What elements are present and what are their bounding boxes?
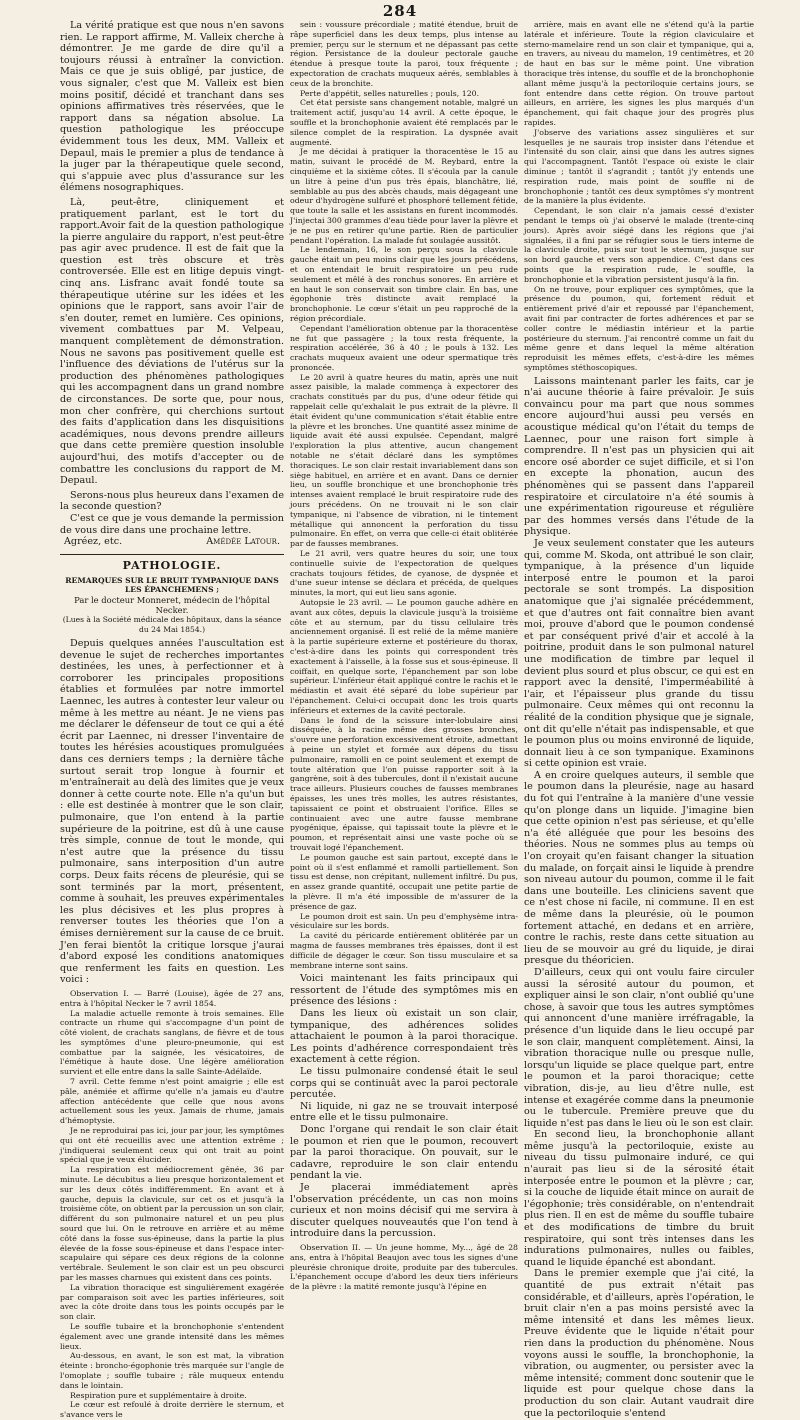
paragraph: Dans les lieux où existait un son clair, tympanique, des adhérences solides attachaient le poumon à la paroi thoracique. Les points d'adhérence correspondaient très exactement à cette région.: [290, 1008, 518, 1066]
paragraph: Perte d'appétit, selles naturelles ; pouls, 120.: [300, 88, 480, 98]
paragraph: C'est ce que je vous demande la permission de vous dire dans une prochaine lettre.: [60, 512, 284, 536]
paragraph: Le lendemain, 16, le son perçu sous la clavicule gauche était un peu moins clair que les jours précédens, et on entendait le bruit respiratoire un peu rude seulement et mêlé à des ronchus sonores. En arrière et en haut le son conservait son timbre clair. En bas, une égophonie très distincte avait remplacé la bronchophonie. Le cœur s'était un peu rapproché de la région précordiale.: [290, 245, 518, 323]
paragraph: Cet état persiste sans changement notable, malgré un traitement actif, jusqu'au 14 avril. A cette époque, le souffle et la bronchophonie avaient été remplacés par le silence complet de la respiration. La dyspnée avait augmenté.: [290, 98, 518, 147]
signature: Amédée Latour.: [206, 536, 280, 548]
paragraph: sein : voussure précordiale ; matité étendue, bruit de râpe superficiel dans les deux temps, plus intense au premier, perçu sur le sternum et ne dépassant pas cette région. Persistance de la douleur pectorale gauche étendue à presque toute la paroi, toux fréquente ; expectoration de crachats muqueux aérés, semblables à ceux de la bronchite.: [290, 20, 518, 88]
letter-text: [60, 20, 284, 536]
paragraph: La respiration est médiocrement gênée, 36 par minute. Le décubitus a lieu presque horizontalement et sur les deux côtés indifféremment. En avant et à gauche, depuis la clavicule, sur cet os et jusqu'à la troisième côte, on obtient par la percussion un son clair, différent du son pulmonaire naturel et un peu plus sourd que lui. On le retrouve en arrière et au même côté dans la fosse sus-épineuse, dans la partie la plus élevée de la fosse sous-épineuse et dans l'espace inter-scapulaire qui sépare ces deux régions de la colonne vertébrale. Seulement le son clair est un peu obscurci par les masses charnues qui existent dans ces points.: [60, 1165, 284, 1283]
article-title: REMARQUES SUR LE BRUIT TYMPANIQUE DANS LES ÉPANCHEMENS ;: [65, 575, 279, 595]
paragraph: Je veux seulement constater que les auteurs qui, comme M. Skoda, ont attribué le son clair, tympanique, à la présence d'un liquide interposé entre le poumon et la paroi pectorale se sont trompés. La disposition anatomique que j'ai signalée précédemment, et que d'autres ont fait connaître bien avant moi, prouve d'abord que le poumon condensé et par conséquent privé d'air et accolé à la poitrine, produit dans le son pulmonal naturel une modification de timbre par lequel il devient plus sourd et plus obscur, ce qui est en rapport avec la densité, l'imperméabilité à l'air, et l'épaisseur plus grande du tissu pulmonaire. Ceux mêmes qui ont reconnu la réalité de la condition physique que je signale, ont dit qu'elle n'était pas indispensable, et que le poumon plus ou moins environné de liquide, donnait lieu à ce son tympanique. Examinons si cette opinion est vraie.: [524, 538, 754, 770]
column-3: [524, 20, 754, 1419]
paragraph: Respiration pure et supplémentaire à droite.: [70, 1390, 247, 1400]
paragraph: Serons-nous plus heureux dans l'examen de la seconde question?: [60, 489, 284, 513]
observation-two: [290, 1243, 518, 1292]
paragraph: En second lieu, la bronchophonie allant même jusqu'à la pectoriloquie, existe au niveau du tissu pulmonaire induré, ce qui n'aurait pas lieu si de la sérosité était interposée entre le poumon et la plèvre ; car, si la couche de liquide était mince on aurait de l'égophonie; très considérable, on n'entendrait plus rien. Il en est de même du souffle tubaire et des modifications de timbre du bruit respiratoire, qui sont très intenses dans les indurations pulmonaires, nulles ou faibles, quand le liquide épanché est abondant.: [524, 1129, 754, 1268]
paragraph: arrière, mais en avant elle ne s'étend qu'à la partie latérale et inférieure. Toute la région claviculaire et sterno-mamelaire rend un son clair et tympanique, qui a, en travers, au niveau du mamelon, 19 centimètres, et 20 de haut en bas sur le même point. Une vibration thoracique très intense, du souffle et de la bronchophonie allant même jusqu'à la pectoriloquie certains jours, se font entendre dans cette région. On trouve partout ailleurs, en arrière, les signes les plus marqués d'un épanchement, qui fait chaque jour des progrès plus rapides.: [524, 20, 754, 127]
paragraph: Depuis quelques années l'auscultation est devenue le sujet de recherches importantes destinées, les unes, à perfectionner et à corroborer les principales propositions établies et formulées par notre immortel Laennec, les autres à contester leur valeur ou même à les mettre au néant. Je ne viens pas me déclarer le défenseur de tout ce qui a été écrit par Laennec, ni dresser l'inventaire de toutes les hérésies acoustiques promulguées dans ces derniers temps ; la dernière tâche surtout serait trop longue à fournir et m'entraînerait au delà des limites que je veux donner à cette courte note. Elle n'a qu'un but : elle est destinée à montrer que le son clair, pulmonaire, que l'on entend à la partie supérieure de la poitrine, est dû à une cause très simple, connue de tout le monde, qui n'est autre que la présence du tissu pulmonaire, sans interposition d'un autre corps. Deux faits récens de pleurésie, qui se sont terminés par la mort, présentent, comme à souhait, les preuves expérimentales les plus décisives et les plus propres à renverser toutes les théories que l'on a émises dernièrement sur la cause de ce bruit. J'en ferai bientôt la critique lorsque j'aurai d'abord exposé les conditions anatomiques que renferment les faits en question. Les voici :: [60, 638, 284, 986]
summary-text: [290, 973, 518, 1240]
column-2: [290, 20, 518, 1292]
paragraph: Observation I. — Barré (Louise), âgée de 27 ans, entra à l'hôpital Necker le 7 avril 1854.: [60, 988, 284, 1008]
paragraph: Le tissu pulmonaire condensé était le seul corps qui se continuât avec la paroi pectorale percutée.: [290, 1066, 518, 1101]
paragraph: Le 21 avril, vers quatre heures du soir, une toux continuelle suivie de l'expectoration de quelques crachats toujours fétides, de cyanose, de dyspnée et d'une sueur intense se déclara et précéda, de quelques minutes, la mort, qui eut lieu sans agonie.: [290, 549, 518, 598]
paragraph: La maladie actuelle remonte à trois semaines. Elle contracte un rhume qui s'accompagne d'un point de côté violent, de crachats sanglans, de fièvre et de tous les symptômes d'une pleuro-pneumonie, qui est combattue par la saignée, les vésicatoires, de l'émétique à haute dose. Une légère amélioration survient et elle entre dans la salle Sainte-Adélaïde.: [60, 1008, 284, 1077]
paragraph: Donc l'organe qui rendait le son clair était le poumon et rien que le poumon, recouvert par la paroi thoracique. On pouvait, sur le cadavre, reproduire le son clair entendu pendant la vie.: [290, 1124, 518, 1182]
paragraph: Le poumon gauche est sain partout, excepté dans le point où il s'est enflammé et ramolli partiellement. Son tissu est dense, non crépitant, nullement infiltré. Du pus, en assez grande quantité, occupait une petite partie de la plèvre. Il m'a été impossible de m'assurer de la présence de gaz.: [290, 852, 518, 911]
divider: [60, 554, 284, 555]
paragraph: 7 avril. Cette femme n'est point amaigrie ; elle est pâle, anémiée et affirme qu'elle n'a jamais eu d'autre affection antécédente que celle que nous avons actuellement sous les yeux. Jamais de rhume, jamais d'hémoptysie.: [60, 1077, 284, 1126]
paragraph: Je me décidai à pratiquer la thoracentèse le 15 au matin, suivant le procédé de M. Reybard, entre la cinquième et la sixième côtes. Il s'écoula par la canule un litre à peine d'un pus très épais, blanchâtre, lié, semblable au pus des abcès chauds, mais dégageant une odeur d'hydrogène sulfuré et phosphoré tellement fétide, que toute la salle et les assistans en furent incommodés. J'injectai 300 grammes d'eau tiède pour laver la plèvre et je ne pus en retirer qu'une partie. Rien de particulier pendant l'opération. La malade fut soulagée aussitôt.: [290, 147, 518, 245]
section-title: PATHOLOGIE.: [122, 558, 222, 572]
paragraph: D'ailleurs, ceux qui ont voulu faire circuler aussi la sérosité autour du poumon, et expliquer ainsi le son clair, n'ont oublié qu'une chose, à savoir que tous les autres symptômes qui annoncent d'une manière irréfragable, la présence d'un liquide dans le lieu occupé par le son clair, manquent complètement. Ainsi, la vibration thoracique nulle ou presque nulle, lorsqu'un liquide se place quelque part, entre le poumon et la paroi thoracique; cette vibration, dis-je, au lieu d'être nulle, est intense et exagérée comme dans la pneumonie ou le tubercule. Première preuve que du liquide n'est pas dans le lieu où le son est clair.: [524, 966, 754, 1129]
paragraph: Autopsie le 23 avril. — Le poumon gauche adhère en avant aux côtes, depuis la clavicule jusqu'à la troisième côte et au sternum, par du tissu cellulaire très anciennement organisé. Il est relié de la même manière à la partie supérieure externe et postérieure du thorax, c'est-à-dire dans les points qui correspondent très exactement à l'aisselle, à la fosse sus et sous-épineuse. Il coiffait, en quelque sorte, l'épanchement par son lobe supérieur. L'inférieur était appliqué contre le rachis et le médiastin et avait été séparé du lobe supérieur par l'épanchement. Celui-ci occupait donc les trois quarts inférieurs et externes de la cavité pectorale.: [290, 598, 518, 715]
paragraph: Cependant l'amélioration obtenue par la thoracentèse ne fut que passagère ; la toux resta fréquente, la respiration accélérée, 36 à 40 ; le pouls à 132. Les crachats muqueux avaient une odeur spermatique très prononcée.: [290, 323, 518, 372]
paragraph: On ne trouve, pour expliquer ces symptômes, que la présence du poumon, qui, fortement réduit et entièrement privé d'air et repoussé par l'épanchement, avait fini par contracter de fortes adhérences et par se coller contre le médiastin intérieur et la partie postérieure du sternum. J'ai rencontré comme un fait du même genre et dans lequel la même altération reproduisit les mêmes effets, c'est-à-dire les mêmes symptômes stéthoscopiques.: [524, 284, 754, 372]
paragraph: J'observe des variations assez singulières et sur lesquelles je ne saurais trop insister dans l'étendue et l'intensité du son clair, ainsi que dans les autres signes qui l'accompagnent. Tantôt l'espace où existe le clair diminue ; tantôt il s'agrandit ; tantôt j'y entends une respiration rude, mais point de souffle ni de bronchophonie ; tantôt ces deux symptômes s'y montrent de la manière la plus évidente.: [524, 127, 754, 206]
paragraph: Dans le premier exemple que j'ai cité, la quantité de pus extrait n'était pas considérable, et d'ailleurs, après l'opération, le bruit clair n'en a pas moins persisté avec la même intensité et dans les mêmes lieux. Preuve évidente que le liquide n'était pour rien dans la production du phénomène. Nous voyons aussi le souffle, la bronchophonie, la vibration, ou augmenter, ou persister avec la même intensité; comment donc soutenir que le liquide est pour quelque chose dans la production du son clair. Autant vaudrait dire que la pectoriloquie s'entend: [524, 1268, 754, 1419]
observation-continued: [290, 20, 518, 970]
paragraph: Laissons maintenant parler les faits, car je n'ai aucune théorie à faire prévaloir. Je suis convaincu pour ma part que nous sommes encore aujourd'hui aussi peu versés en acoustique médical qu'on l'était du temps de Laennec, pour une raison fort simple à comprendre. Il n'est pas un physicien qui ait encore osé aborder ce sujet difficile, et si l'on en excepte la phonation, aucun des phénomènes qui se passent dans l'appareil respiratoire et circulatoire n'a été soumis à une expérimentation rigoureuse et régulière par des hommes versés dans l'étude de la physique.: [524, 375, 754, 538]
paragraph: La vibration thoracique est singulièrement exagérée par comparaison soit avec les parties inférieures, soit avec la côte droite dans tous les points occupés par le son clair.: [60, 1282, 284, 1322]
paragraph: Cependant, le son clair n'a jamais cessé d'exister pendant le temps où j'ai observé le malade (trente-cinq jours). Après avoir siégé dans les régions que j'ai signalées, il a fini par se réfugier sous le tiers interne de la clavicule droite, puis sur tout le sternum, jusque sur son bord gauche et vers son appendice. C'est dans ces points que la respiration rude, le souffle, la bronchophonie et la vibration persistent jusqu'à la fin.: [524, 206, 754, 284]
paragraph: Ni liquide, ni gaz ne se trouvait interposé entre elle et le tissu pulmonaire.: [290, 1100, 518, 1124]
salutation: Agréez, etc.: [64, 536, 123, 548]
paragraph: Je ne reproduirai pas ici, jour par jour, les symptômes qui ont été recueillis avec une attention extrême ; j'indiquerai seulement ceux qui ont trait au point spécial que je veux élucider.: [60, 1126, 284, 1165]
paragraph: La vérité pratique est que nous n'en savons rien. Le rapport affirme, M. Valleix cherche à démontrer. Je me garde de dire qu'il a toujours réussi à entraîner la conviction. Mais ce que je suis obligé, par justice, de vous signaler, c'est que M. Valleix est bien moins positif, décidé et tranchant dans ses opinions affirmatives très réservées, que le rapport dans sa négation absolue. La question pathologique les préoccupe évidemment tous les deux, MM. Valleix et Depaul, mais le premier a plus de tendance à la juger par la thérapeutique quele second, qui s'appuie avec plus d'assurance sur les élémens nosographiques.: [60, 20, 284, 194]
article-note: (Lues à la Société médicale des hôpitaux, dans la séance du 24 Mai 1854.): [62, 614, 282, 634]
page-number: 284: [382, 2, 418, 20]
article-intro: [60, 638, 284, 986]
observation-two-continued: [524, 20, 754, 373]
paragraph: Dans le fond de la scissure inter-lobulaire ainsi disséquée, à la racine même des grosses bronches, s'ouvre une perforation excessivement étroite, admettant à peine un stylet et formée aux dépens du tissu pulmonaire, ramolli en ce point seulement et exempt de toute altération que l'on puisse rapporter soit à la gangrène, soit à des tubercules, dont il n'existait aucune trace ailleurs. Plusieurs couches de fausses membranes épaisses, les unes très molles, les autres résistantes, tapissaient ce point et obstruaient l'orifice. Elles se continuaient avec une autre fausse membrane pyogénique, épaisse, qui tapissait toute la plèvre et le poumon, et représentait ainsi une vaste poche où se trouvait logé l'épanchement.: [290, 715, 518, 852]
paragraph: La cavité du péricarde entièrement oblitérée par un magma de fausses membranes très épaisses, dont il est difficile de dégager le cœur. Son tissu musculaire et sa membrane interne sont sains.: [290, 931, 518, 970]
paragraph: Je placerai immédiatement après l'observation précédente, un cas non moins curieux et non moins décisif qui me servira à discuter quelques nouveautés que l'on tend à introduire dans la percussion.: [290, 1181, 518, 1240]
paragraph: Là, peut-être, cliniquement et pratiquement parlant, est le tort du rapport.Avoir fait de la question pathologique la pierre angulaire du rapport, n'est peut-être pas agir avec prudence. Il est de fait que la question est très obscure et très controversée. Elle est en litige depuis vingt-cinq ans. Lisfranc avait fondé toute sa thérapeutique utérine sur les idées et les opinions que le rapport, sans avoir l'air de s'en douter, remet en lumière. Ces opinions, vivement combattues par M. Velpeau, manquent complètement de démonstration. Nous ne savons pas positivement quelle est l'influence des déviations de l'utérus sur la production des phénomènes pathologiques qui les accompagnent dans un grand nombre de circonstances. De sorte que, pour nous, mon cher confrère, qui cherchions surtout des faits d'application dans les disquisitions académiques, nous devons prendre ailleurs que dans cette première question insoluble aujourd'hui, des motifs d'accepter ou de combattre les conclusions du rapport de M. Depaul.: [60, 196, 284, 487]
signature-row: [60, 536, 284, 548]
paragraph: Voici maintenant les faits principaux qui ressortent de l'étude des symptômes mis en présence des lésions :: [290, 973, 518, 1008]
paragraph: Au-dessous, en avant, le son est mat, la vibration éteinte : broncho-égophonie très marquée sur l'angle de l'omoplate ; souffle tubaire ; râle muqueux entendu dans le lointain.: [60, 1351, 284, 1390]
paragraph: Observation II. — Un jeune homme, My..., âgé de 28 ans, entra à l'hôpital Beaujon avec tous les signes d'une pleurésie chronique droite, produite par des tubercules. L'épanchement occupe d'abord les deux tiers inférieurs de la plèvre : la matité remonte jusqu'à l'épine en: [290, 1242, 518, 1292]
paragraph: Le souffle tubaire et la bronchophonie s'entendent également avec une grande intensité dans les mêmes lieux.: [60, 1322, 284, 1351]
discussion-text: [524, 376, 754, 1419]
paragraph: Le cœur est refoulé à droite derrière le sternum, et s'avance vers le: [60, 1400, 284, 1420]
column-1: [60, 20, 284, 1420]
article-author: Par le docteur Monneret, médecin de l'hôpital Necker.: [74, 594, 270, 615]
paragraph: Le 20 avril à quatre heures du matin, après une nuit assez paisible, la malade commença à expectorer des crachats constitués par du pus, d'une odeur fétide qui rappelait celle qu'exhalait le pus extrait de la plèvre. Il était évident qu'une communication s'était établie entre la plèvre et les bronches. Une quantité assez minime de liquide avait été aussi expulsée. Cependant, malgré l'exploration la plus attentive, aucun changement notable ne s'était déclaré dans les symptômes thoraciques. Le son clair restait invariablement dans son siège habituel, en arrière et en avant. Dans ce dernier lieu, un souffle bronchique et une bronchophonie très intenses avaient remplacé le bruit respiratoire rude des jours précédens. On ne trouvait ni le son clair tympanique, ni l'absence de vibration, ni le tintement métallique qui annoncent la perforation du tissu pulmonaire. En effet, on verra que celle-ci était oblitérée par de fausses membranes.: [290, 372, 518, 549]
paragraph: A en croire quelques auteurs, il semble que le poumon dans la pleurésie, nage au hasard du fot qui l'entraîne à la manière d'une vessie qu'on plonge dans un liquide. J'imagine bien que cette opinion n'est pas sérieuse, et qu'elle n'a été alléguée que pour les besoins des théories. Nous ne sommes plus au temps où l'on croyait qu'en faisant changer la situation du malade, on forçait ainsi le liquide à prendre son niveau autour du poumon, comme il le fait dans une bouteille. Les cliniciens savent que ce n'est chose ni facile, ni commune. Il en est de même dans la pleurésie, où le poumon fortement attaché, en dedans et en arrière, contre le rachis, reste dans cette situation au lieu de se mouvoir au gré du liquide, je dirai presque du théoricien.: [524, 769, 754, 967]
paragraph: Le poumon droit est sain. Un peu d'emphysème intra-vésiculaire sur les bords.: [290, 911, 518, 931]
observation-text: [60, 989, 284, 1420]
